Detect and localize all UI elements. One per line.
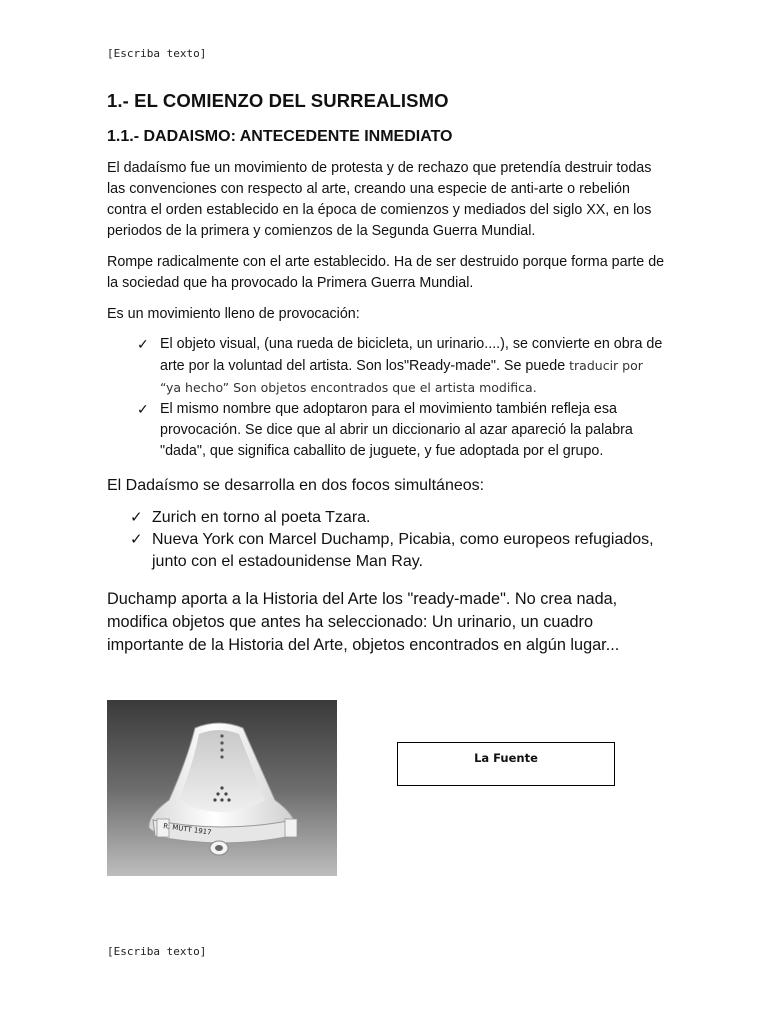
page-header-placeholder: [Escriba texto] <box>107 47 207 60</box>
checkmark-icon: ✓ <box>137 336 149 352</box>
signature-text: R. MUTT 1917 <box>162 822 213 837</box>
duchamp-paragraph: Duchamp aporta a la Historia del Arte los "ready-made". No crea nada, modifica objetos que antes ha seleccionado: Un urinario, un cuadro importante de la Historia del Arte, objetos encontrados en algún lugar... <box>107 590 620 654</box>
fountain-urinal-photo <box>107 700 337 876</box>
list-item <box>107 507 667 529</box>
focos-lead: El Dadaísmo se desarrolla en dos focos simultáneos: <box>107 477 485 494</box>
list-item <box>107 529 667 573</box>
list-item-text: El objeto visual, (una rueda de bicicleta, un urinario....), se convierte en obra de arte por la voluntad del artista. Son los"Ready-made". Se puede <box>160 336 663 374</box>
list-item-extra-text: traducir por “ya hecho” Son objetos encontrados que el artista modifica. <box>160 358 643 395</box>
list-item-text: Nueva York con Marcel Duchamp, Picabia, como europeos refugiados, junto con el estadounidense Man Ray. <box>152 531 654 570</box>
list-item-text: El mismo nombre que adoptaron para el movimiento también refleja esa provocación. Se dice que al abrir un diccionario al azar apareció la palabra "dada", que significa caballito de juguete, y fue adoptada por el grupo. <box>160 401 633 459</box>
checkmark-icon: ✓ <box>137 401 149 417</box>
subsection-title: 1.1.- DADAISMO: ANTECEDENTE INMEDIATO <box>107 128 453 145</box>
list-item <box>107 399 667 462</box>
provocation-list <box>107 334 667 462</box>
provocacion-paragraph: Es un movimiento lleno de provocación: <box>107 306 360 322</box>
list-item <box>107 334 667 399</box>
document-body <box>107 90 667 657</box>
section-title: 1.- EL COMIENZO DEL SURREALISMO <box>107 90 449 111</box>
checkmark-icon: ✓ <box>130 509 143 526</box>
list-item-text: Zurich en torno al poeta Tzara. <box>152 509 371 526</box>
focos-list <box>107 507 667 573</box>
page-footer-placeholder: [Escriba texto] <box>107 945 207 958</box>
image-caption: La Fuente <box>474 751 538 765</box>
intro-paragraph: El dadaísmo fue un movimiento de protesta y de rechazo que pretendía destruir todas las convenciones con respecto al arte, creando una especie de anti-arte o rebelión contra el orden establecido en la época de comienzos y mediados del siglo XX, en los periodos de la primera y comienzos de la Segunda Guerra Mundial. <box>107 160 652 239</box>
image-caption-box <box>397 742 615 786</box>
checkmark-icon: ✓ <box>130 531 143 548</box>
rompe-paragraph: Rompe radicalmente con el arte establecido. Ha de ser destruido porque forma parte de la sociedad que ha provocado la Primera Guerra Mundial. <box>107 254 665 291</box>
